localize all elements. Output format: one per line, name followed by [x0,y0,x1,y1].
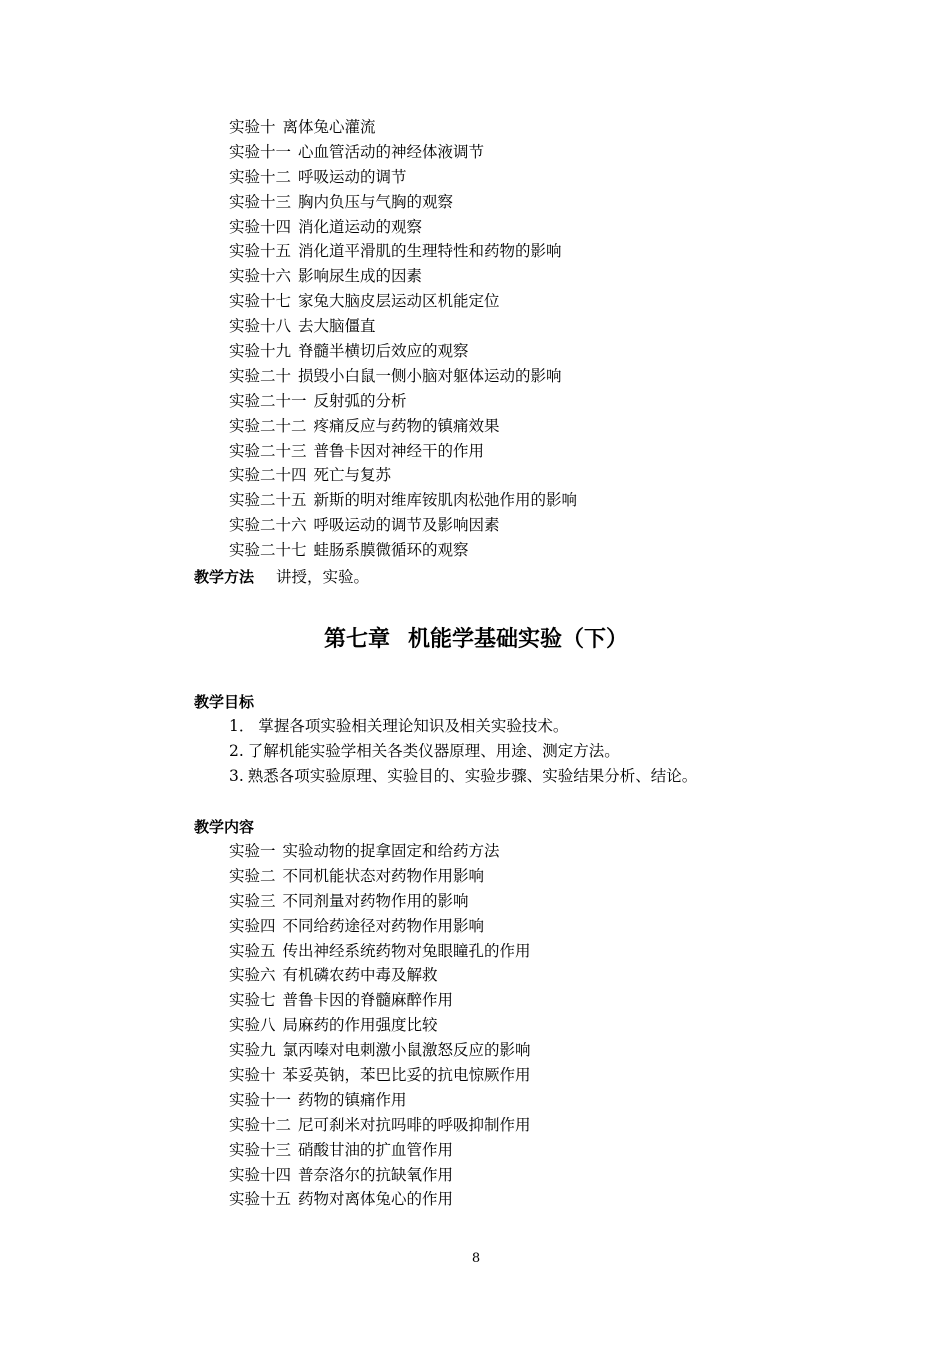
page-number: 8 [471,1251,481,1266]
experiment-title: 死亡与复苏 [313,466,392,485]
goals-list [229,714,697,789]
list-item [229,1063,531,1088]
list-item [229,538,577,563]
experiment-number: 实验二十一 [229,391,307,410]
experiment-number: 实验二十五 [229,491,307,510]
experiment-title: 新斯的明对维库铵肌肉松弛作用的影响 [313,491,578,510]
experiment-number: 实验四 [229,916,276,935]
list-item [229,939,531,964]
experiment-number: 实验二十七 [229,541,307,560]
list-item [229,389,577,414]
experiment-number: 实验十三 [229,192,292,211]
list-item [229,988,531,1013]
experiment-title: 家兔大脑皮层运动区机能定位 [298,292,500,311]
list-item [229,364,577,389]
experiment-number: 实验七 [229,991,276,1010]
experiment-number: 实验二十二 [229,416,307,435]
experiment-title: 有机磷农药中毒及解救 [282,966,438,985]
list-item [229,839,531,864]
experiment-number: 实验二十三 [229,441,307,460]
chapter-title [0,622,952,658]
list-item [229,140,577,165]
goal-number: 3. [229,767,244,785]
experiment-number: 实验二十四 [229,466,307,485]
list-item [229,1163,531,1188]
experiment-number: 实验十五 [229,1190,292,1209]
list-item [229,714,697,739]
list-item [229,764,697,789]
experiment-title: 不同剂量对药物作用的影响 [282,891,469,910]
experiment-number: 实验十 [229,118,276,136]
list-item [229,439,577,464]
content-heading: 教学内容 [194,818,255,836]
list-item [229,1088,531,1113]
experiment-title: 消化道运动的观察 [298,217,423,236]
chapter-name: 机能学基础实验（下） [408,627,629,652]
experiment-title: 影响尿生成的因素 [298,267,423,286]
experiment-title: 尼可刹米对抗吗啡的呼吸抑制作用 [298,1115,531,1134]
experiment-list [229,839,531,1212]
experiment-number: 实验二十 [229,366,292,385]
teaching-method-text: 讲授，实验。 [276,568,370,586]
list-item [229,1038,531,1063]
experiment-title: 疼痛反应与药物的镇痛效果 [313,416,500,435]
experiment-title: 普鲁卡因对神经干的作用 [313,441,485,460]
list-item [229,264,577,289]
list-item [229,488,577,513]
experiment-number: 实验十四 [229,217,292,236]
list-item [229,463,577,488]
experiment-number: 实验十四 [229,1165,292,1184]
list-item [229,864,531,889]
list-item [229,115,577,140]
experiment-number: 实验二十六 [229,516,307,535]
list-item [229,1113,531,1138]
list-item [229,1138,531,1163]
experiment-number: 实验八 [229,1016,276,1035]
experiment-title: 不同机能状态对药物作用影响 [282,866,485,885]
experiment-number: 实验十一 [229,142,292,161]
experiment-title: 氯丙嗪对电刺激小鼠激怒反应的影响 [282,1041,531,1060]
goal-text: 熟悉各项实验原理、实验目的、实验步骤、实验结果分析、结论。 [247,767,698,785]
experiment-number: 实验十八 [229,317,292,336]
goal-number: 2. [229,742,244,760]
experiment-title: 去大脑僵直 [298,317,376,336]
goal-text: 了解机能实验学相关各类仪器原理、用途、测定方法。 [247,742,620,760]
goals-heading: 教学目标 [194,693,255,711]
experiment-number: 实验十 [229,1066,276,1085]
experiment-number: 实验五 [229,941,276,960]
experiment-title: 苯妥英钠，苯巴比妥的抗电惊厥作用 [282,1066,531,1085]
list-item [229,165,577,190]
goal-number: 1． [229,717,255,735]
experiment-number: 实验九 [229,1041,276,1060]
experiment-title: 传出神经系统药物对兔眼瞳孔的作用 [282,941,531,960]
experiment-title: 局麻药的作用强度比较 [282,1016,438,1035]
list-item [229,889,531,914]
experiment-title: 普奈洛尔的抗缺氧作用 [298,1165,454,1184]
experiment-number: 实验三 [229,891,276,910]
experiment-title: 药物的镇痛作用 [298,1090,407,1109]
experiment-title: 硝酸甘油的扩血管作用 [298,1140,454,1159]
experiment-title: 反射弧的分析 [313,391,407,410]
experiment-number: 实验六 [229,966,276,985]
experiment-title: 蛙肠系膜微循环的观察 [313,541,469,560]
list-item [229,513,577,538]
list-item [229,1013,531,1038]
list-item [229,339,577,364]
experiment-title: 普鲁卡因的脊髓麻醉作用 [282,991,454,1010]
experiment-title: 胸内负压与气胸的观察 [298,192,454,211]
experiment-title: 实验动物的捉拿固定和给药方法 [282,842,500,860]
list-item [229,215,577,240]
experiment-number: 实验十二 [229,167,292,186]
teaching-method-label: 教学方法 [194,568,255,586]
experiment-title: 脊髓半横切后效应的观察 [298,342,469,361]
experiment-number: 实验十一 [229,1090,292,1109]
experiment-number: 实验十五 [229,242,292,261]
experiment-number: 实验十九 [229,342,292,361]
experiment-title: 离体兔心灌流 [282,118,376,136]
experiment-list-continued [229,115,577,563]
chapter-number: 第七章 [323,627,390,652]
goal-text: 掌握各项实验相关理论知识及相关实验技术。 [258,717,569,735]
list-item [229,314,577,339]
experiment-title: 药物对离体兔心的作用 [298,1190,454,1209]
list-item [229,190,577,215]
experiment-number: 实验十二 [229,1115,292,1134]
list-item [229,739,697,764]
experiment-title: 呼吸运动的调节 [298,167,407,186]
list-item [229,914,531,939]
experiment-title: 呼吸运动的调节及影响因素 [313,516,500,535]
list-item [229,1187,531,1212]
list-item [229,239,577,264]
experiment-title: 损毁小白鼠一侧小脑对躯体运动的影响 [298,366,562,385]
experiment-number: 实验十三 [229,1140,292,1159]
experiment-title: 心血管活动的神经体液调节 [298,142,485,161]
list-item [229,289,577,314]
experiment-number: 实验十七 [229,292,292,311]
list-item [229,963,531,988]
experiment-number: 实验二 [229,866,276,885]
experiment-number: 实验一 [229,842,276,860]
teaching-method [194,565,369,589]
experiment-title: 不同给药途径对药物作用影响 [282,916,485,935]
experiment-title: 消化道平滑肌的生理特性和药物的影响 [298,242,562,261]
experiment-number: 实验十六 [229,267,292,286]
list-item [229,414,577,439]
